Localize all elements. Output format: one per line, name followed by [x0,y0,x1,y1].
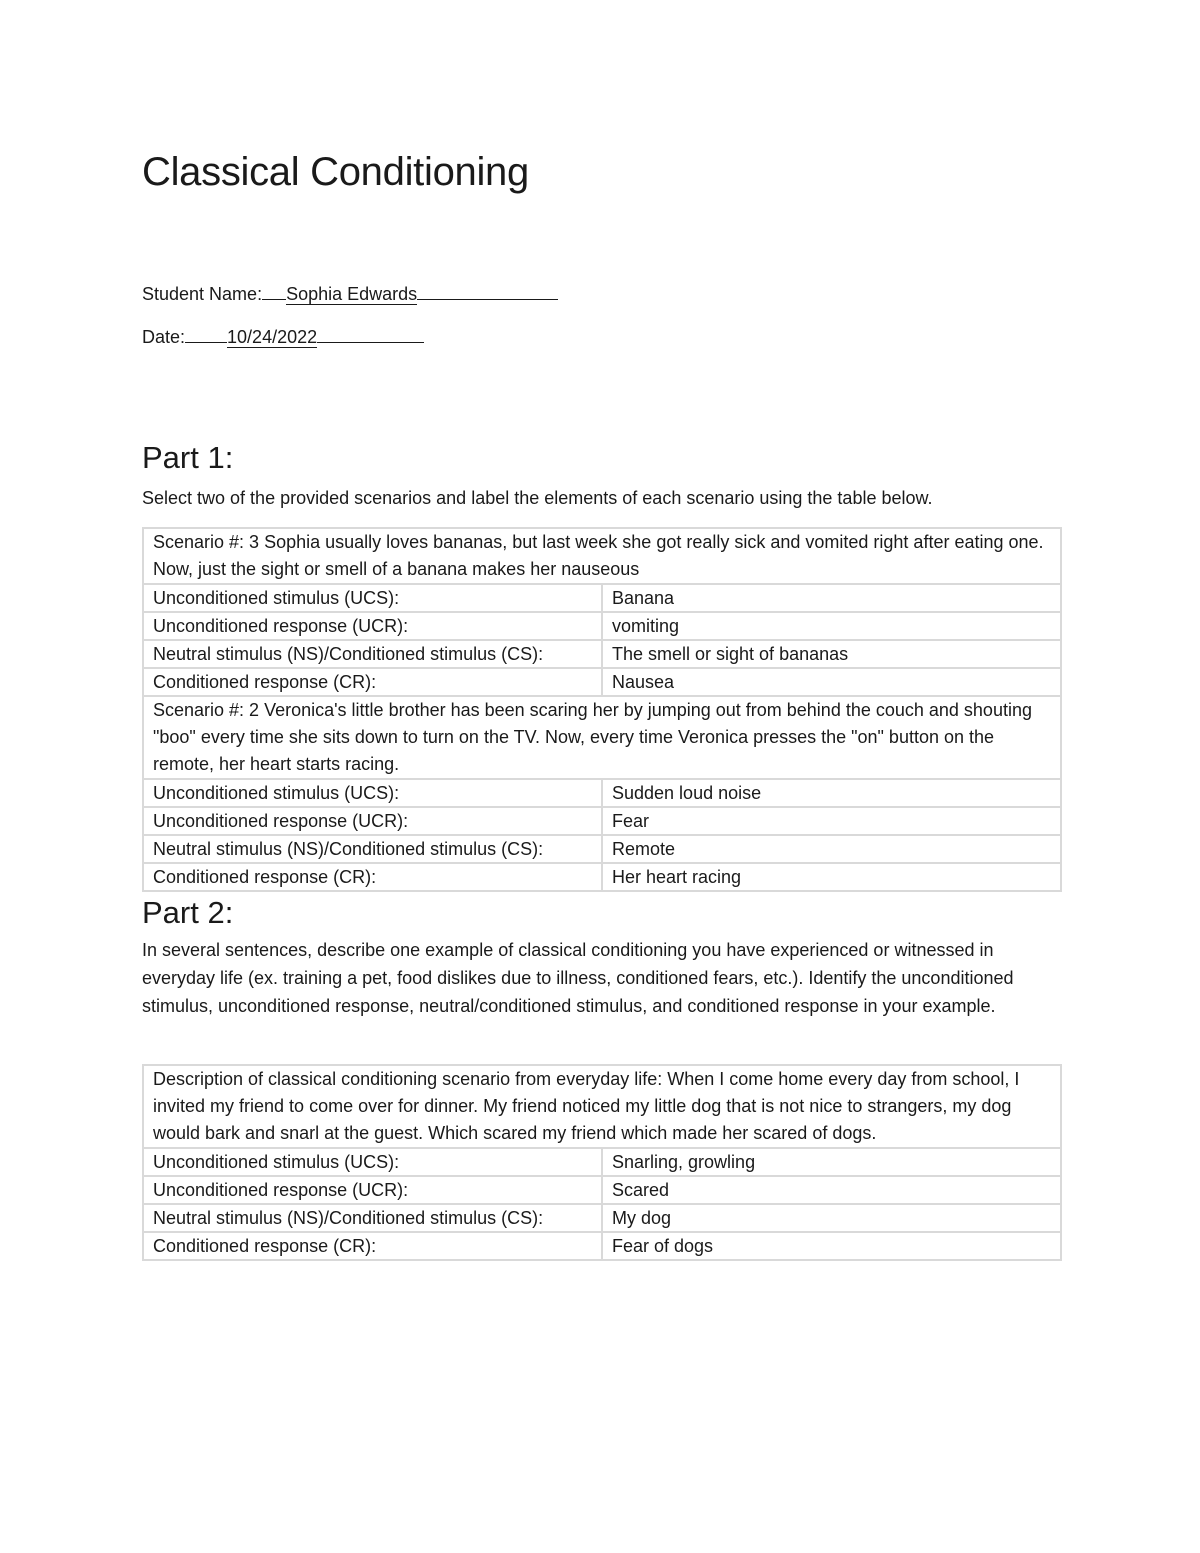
row-value: Her heart racing [602,863,1061,891]
table-row [143,863,1061,891]
blank-line [317,324,424,343]
table-row [143,612,1061,640]
scenario-description: Description of classical conditioning scenario from everyday life: When I come home every day from school, I invited my friend to come over for dinner. My friend noticed my little dog that is not nice to strangers, my dog would bark and snarl at the guest. Which scared my friend which made her scared of dogs. [143,1065,1061,1148]
row-value: Snarling, growling [602,1148,1061,1176]
row-label: Unconditioned stimulus (UCS): [143,779,602,807]
row-label: Conditioned response (CR): [143,863,602,891]
row-value: Fear of dogs [602,1232,1061,1260]
scenario-row [143,1065,1061,1148]
student-name-value: Sophia Edwards [286,284,418,304]
row-value: Fear [602,807,1061,835]
student-name-label: Student Name: [142,284,263,304]
row-label: Unconditioned stimulus (UCS): [143,584,602,612]
table-row [143,1148,1061,1176]
part2-table [142,1064,1062,1261]
row-value: Sudden loud noise [602,779,1061,807]
part1-heading: Part 1: [142,440,234,475]
row-label: Conditioned response (CR): [143,1232,602,1260]
row-label: Unconditioned response (UCR): [143,1176,602,1204]
date-line [142,324,424,348]
part1-table [142,527,1062,892]
table-row [143,668,1061,696]
scenario-description: Scenario #: 3 Sophia usually loves bananas, but last week she got really sick and vomited right after eating one. Now, just the sight or smell of a banana makes her nauseous [143,528,1061,584]
table-row [143,1232,1061,1260]
part2-instruction: In several sentences, describe one example of classical conditioning you have experienced or witnessed in everyday life (ex. training a pet, food dislikes due to illness, conditioned fears, etc.). Identify the unconditioned stimulus, unconditioned response, neutral/conditioned stimulus, and conditioned response in your example. [142,940,1014,1016]
table-row [143,1204,1061,1232]
row-label: Neutral stimulus (NS)/Conditioned stimulus (CS): [143,835,602,863]
scenario-row [143,696,1061,779]
student-name-line [142,281,558,305]
table-row [143,640,1061,668]
part2-heading: Part 2: [142,895,234,930]
table-row [143,835,1061,863]
blank-line [417,281,558,300]
scenario-description: Scenario #: 2 Veronica's little brother has been scaring her by jumping out from behind the couch and shouting "boo" every time she sits down to turn on the TV. Now, every time Veronica presses the "on" button on the remote, her heart starts racing. [143,696,1061,779]
date-value: 10/24/2022 [227,327,318,347]
blank-line [262,281,286,300]
row-value: Banana [602,584,1061,612]
blank-line [185,324,227,343]
row-label: Neutral stimulus (NS)/Conditioned stimulus (CS): [143,640,602,668]
table-row [143,779,1061,807]
row-value: Scared [602,1176,1061,1204]
row-label: Unconditioned response (UCR): [143,807,602,835]
scenario-row [143,528,1061,584]
row-value: My dog [602,1204,1061,1232]
table-row [143,1176,1061,1204]
page-title: Classical Conditioning [142,150,529,194]
row-value: Remote [602,835,1061,863]
row-label: Conditioned response (CR): [143,668,602,696]
row-label: Neutral stimulus (NS)/Conditioned stimulus (CS): [143,1204,602,1232]
row-value: Nausea [602,668,1061,696]
row-label: Unconditioned stimulus (UCS): [143,1148,602,1176]
table-row [143,807,1061,835]
table-row [143,584,1061,612]
row-label: Unconditioned response (UCR): [143,612,602,640]
part1-instruction: Select two of the provided scenarios and label the elements of each scenario using the table below. [142,488,933,508]
row-value: The smell or sight of bananas [602,640,1061,668]
row-value: vomiting [602,612,1061,640]
date-label: Date: [142,327,186,347]
